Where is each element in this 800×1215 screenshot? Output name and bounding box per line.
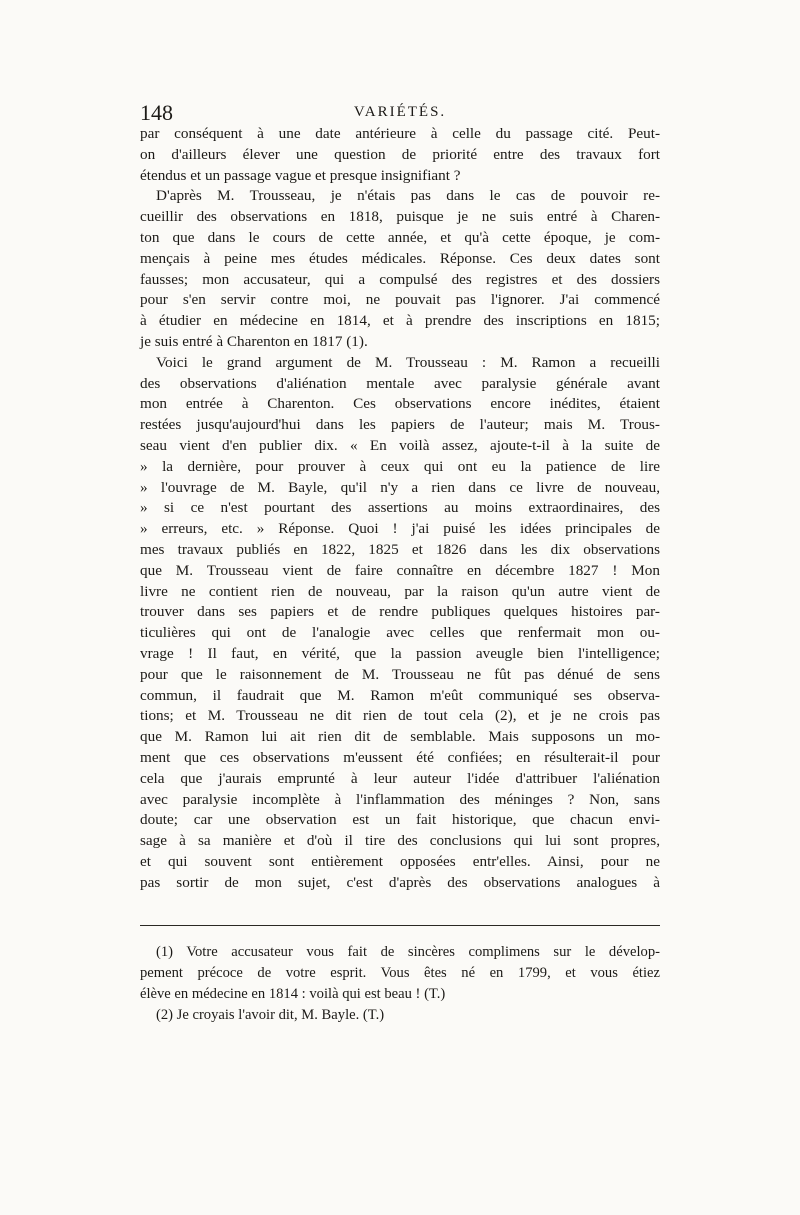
text-line: sage à sa manière et d'où il tire des conclusions qui lui sont propres, [140, 832, 660, 850]
text-line: restées jusqu'aujourd'hui dans les papiers de l'auteur; mais M. Trous- [140, 416, 660, 434]
text-line: » si ce n'est pourtant des assertions au moins extraordinaires, des [140, 499, 660, 517]
text-line: vrage ! Il faut, en vérité, que la passion aveugle bien l'intelligence; [140, 644, 660, 662]
text-line: mençais à peine mes études médicales. Réponse. Ces deux dates sont [140, 249, 660, 267]
page-number: 148 [140, 100, 173, 125]
footnote-line: (1) Votre accusateur vous fait de sincères complimens sur le dévelop- [156, 944, 660, 960]
text-line: cueillir des observations en 1818, puisque je ne suis entré à Charen- [140, 208, 660, 226]
text-line: Voici le grand argument de M. Trousseau : M. Ramon a recueilli [156, 353, 660, 371]
text-line: commun, il faudrait que M. Ramon m'eût communiqué ses observa- [140, 686, 660, 704]
text-line: seau vient d'en publier dix. « En voilà assez, ajoute-t-il à la suite de [140, 436, 660, 454]
text-line: des observations d'aliénation mentale avec paralysie générale avant [140, 374, 660, 392]
text-line: trouver dans ses papiers et de rendre publiques quelques histoires par- [140, 603, 660, 621]
text-line: par conséquent à une date antérieure à celle du passage cité. Peut- [140, 125, 660, 142]
text-line: ment que ces observations m'eussent été confiées; en résulterait-il pour [140, 748, 660, 766]
text-line: » l'ouvrage de M. Bayle, qu'il n'y a rien dans ce livre de nouveau, [140, 478, 660, 496]
text-line: pour s'en servir contre moi, ne pouvait pas l'ignorer. J'ai commencé [140, 291, 660, 309]
running-head: VARIÉTÉS. [353, 104, 447, 120]
text-line: mon entrée à Charenton. Ces observations encore inédites, étaient [140, 395, 660, 413]
text-line: D'après M. Trousseau, je n'étais pas dans le cas de pouvoir re- [156, 187, 660, 205]
text-line: ticulières qui ont de l'analogie avec celles que renfermait mon ou- [140, 624, 660, 642]
footnote-line: pement précoce de votre esprit. Vous êtes né en 1799, et vous étiez [140, 965, 660, 981]
text-line: doute; car une observation est un fait historique, que chacun envi- [140, 811, 660, 829]
text-line: étendus et un passage vague et presque insignifiant ? [140, 166, 461, 184]
text-line: » la dernière, pour prouver à ceux qui ont eu la patience de lire [140, 457, 660, 475]
footnote-rule [140, 925, 660, 926]
text-line: cela que j'aurais emprunté à leur auteur l'idée d'attribuer l'aliénation [140, 769, 660, 787]
text-line: que M. Trousseau vient de faire connaître en décembre 1827 ! Mon [140, 561, 660, 579]
text-line: je suis entré à Charenton en 1817 (1). [140, 332, 368, 350]
text-line: pas sortir de mon sujet, c'est d'après des observations analogues à [140, 873, 660, 891]
text-line: » erreurs, etc. » Réponse. Quoi ! j'ai puisé les idées principales de [140, 520, 660, 538]
footnote-line: (2) Je croyais l'avoir dit, M. Bayle. (T.) [156, 1007, 385, 1023]
text-line: pour que le raisonnement de M. Trousseau ne fût pas dénué de sens [140, 665, 660, 683]
text-line: que M. Ramon lui ait rien dit de semblable. Mais supposons un mo- [140, 728, 660, 746]
footnote-line: élève en médecine en 1814 : voilà qui est beau ! (T.) [140, 986, 446, 1002]
text-line: tions; et M. Trousseau ne dit rien de tout cela (2), et je ne crois pas [140, 707, 660, 725]
text-line: livre ne contient rien de nouveau, par la raison qu'un autre vient de [140, 582, 660, 600]
text-line: fausses; mon accusateur, qui a compulsé des registres et des dossiers [140, 270, 660, 288]
footnotes [140, 942, 660, 1026]
text-line: ton que dans le cours de cette année, et qu'à cette époque, je com- [140, 228, 660, 246]
body-text [140, 124, 660, 893]
text-line: et qui souvent sont entièrement opposées entr'elles. Ainsi, pour ne [140, 852, 660, 870]
text-line: avec paralysie incomplète à l'inflammation des méninges ? Non, sans [140, 790, 660, 808]
text-line: à étudier en médecine en 1814, et à prendre des inscriptions en 1815; [140, 312, 660, 330]
text-line: on d'ailleurs élever une question de priorité entre des travaux fort [140, 145, 660, 163]
text-line: mes travaux publiés en 1822, 1825 et 1826 dans les dix observations [140, 540, 660, 558]
